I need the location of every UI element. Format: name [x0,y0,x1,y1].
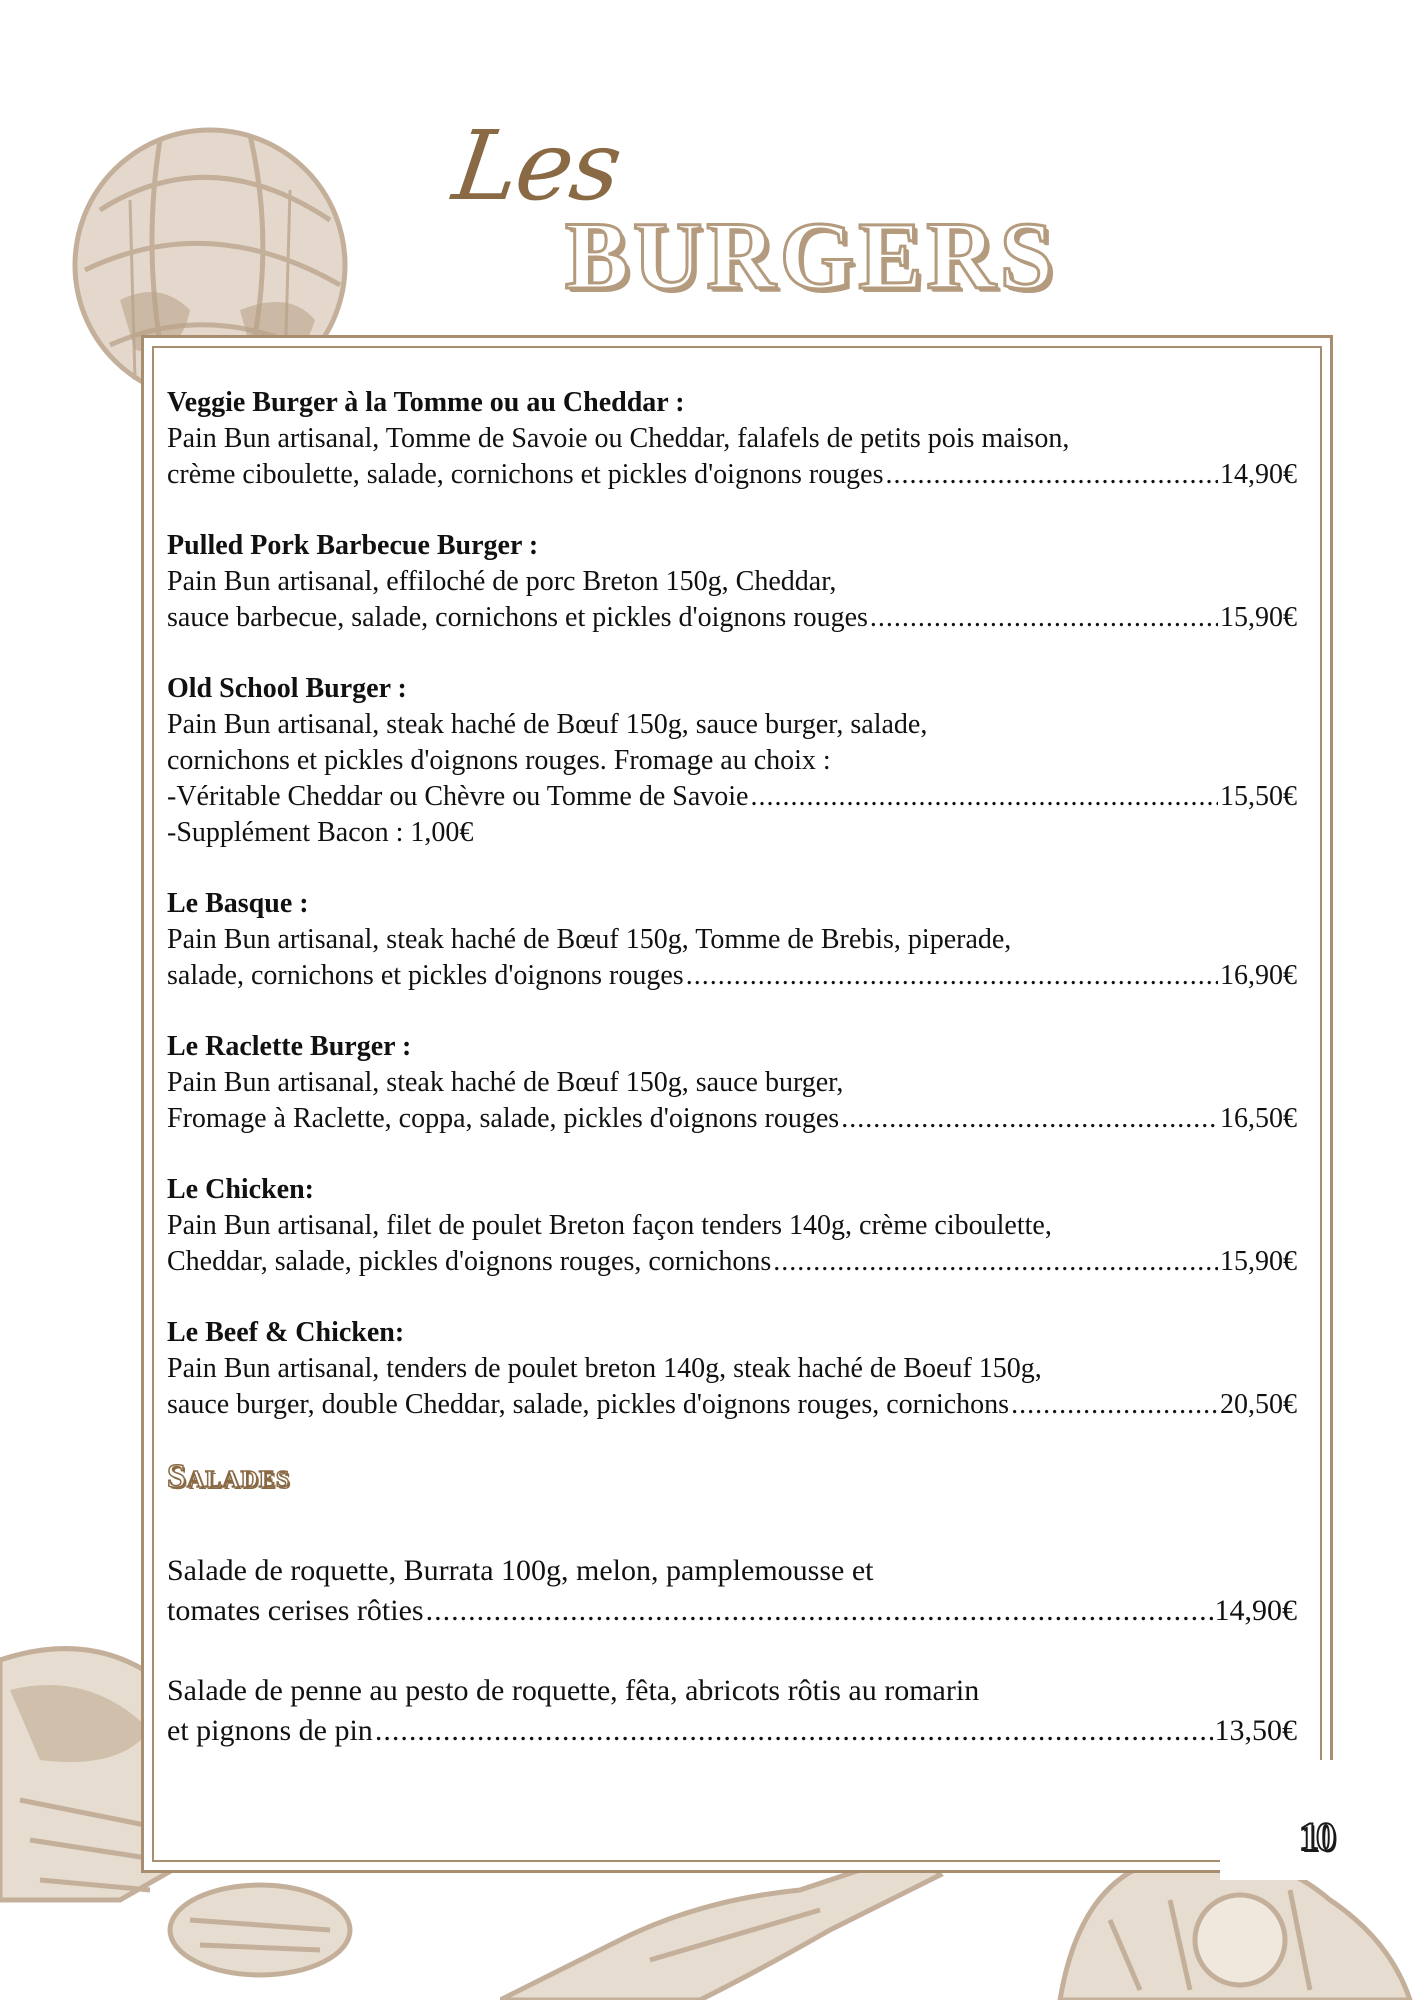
menu-item-salade-penne [167,1671,1297,1751]
item-price: 16,90€ [1220,960,1297,991]
item-name: Old School Burger : [167,673,407,704]
item-description: Pain Bun artisanal, effiloché de porc Breton 150g, Cheddar, [167,566,837,597]
item-description: Pain Bun artisanal, tenders de poulet breton 140g, steak haché de Boeuf 150g, [167,1353,1042,1384]
item-price: 14,90€ [1220,459,1297,490]
item-description: et pignons de pin [167,1714,373,1747]
menu-item-old-school [167,671,1297,851]
dot-leader [773,1244,1218,1280]
item-price-line [167,457,1297,493]
item-description: Salade de penne au pesto de roquette, fêta, abricots rôtis au romarin [167,1674,980,1707]
item-price-line [167,600,1297,636]
item-name: Le Chicken: [167,1174,314,1205]
item-description: Cheddar, salade, pickles d'oignons rouges, cornichons [167,1246,772,1277]
item-name: Le Beef & Chicken: [167,1317,405,1348]
item-price: 14,90€ [1214,1594,1297,1627]
item-description: salade, cornichons et pickles d'oignons rouges [167,960,684,991]
item-price-line [167,958,1297,994]
item-price-line [167,779,1297,815]
item-description: Pain Bun artisanal, Tomme de Savoie ou Cheddar, falafels de petits pois maison, [167,423,1070,454]
menu-item-le-chicken [167,1172,1297,1280]
item-price-line [167,1101,1297,1137]
item-description: cornichons et pickles d'oignons rouges. Fromage au choix : [167,745,831,776]
page-heading [447,110,1355,309]
item-description: Salade de roquette, Burrata 100g, melon, pamplemousse et [167,1554,874,1587]
item-supplement: -Supplément Bacon : 1,00€ [167,817,474,848]
item-name: Le Raclette Burger : [167,1031,412,1062]
menu-item-salade-burrata [167,1551,1297,1631]
item-name: Veggie Burger à la Tomme ou au Cheddar : [167,387,685,418]
item-price-line [167,1711,1297,1751]
item-description: crème ciboulette, salade, cornichons et pickles d'oignons rouges [167,459,884,490]
item-price: 15,50€ [1220,781,1297,812]
item-description: -Véritable Cheddar ou Chèvre ou Tomme de Savoie [167,781,749,812]
item-price: 16,50€ [1220,1103,1297,1134]
item-price: 15,90€ [1220,602,1297,633]
item-name: Le Basque : [167,888,309,919]
dot-leader [686,958,1218,994]
item-description: Fromage à Raclette, coppa, salade, pickles d'oignons rouges [167,1103,840,1134]
item-price: 15,90€ [1220,1246,1297,1277]
dot-leader [750,779,1218,815]
item-description: Pain Bun artisanal, steak haché de Bœuf 150g, sauce burger, [167,1067,844,1098]
dot-leader [886,457,1219,493]
menu-content [167,385,1297,1786]
item-price: 13,50€ [1214,1714,1297,1747]
menu-item-pulled-pork [167,528,1297,636]
item-description: Pain Bun artisanal, steak haché de Bœuf 150g, sauce burger, salade, [167,709,928,740]
dot-leader [1011,1387,1218,1423]
menu-item-beef-and-chicken [167,1315,1297,1423]
dot-leader [426,1591,1213,1631]
item-price: 20,50€ [1220,1389,1297,1420]
item-description: Pain Bun artisanal, steak haché de Bœuf 150g, Tomme de Brebis, piperade, [167,924,1012,955]
item-price-line [167,1591,1297,1631]
item-description: Pain Bun artisanal, filet de poulet Breton façon tenders 140g, crème ciboulette, [167,1210,1052,1241]
heading-script: Les [447,110,627,222]
menu-item-veggie-burger [167,385,1297,493]
salades-section-title: Salades [167,1458,291,1495]
menu-item-raclette-burger [167,1029,1297,1137]
item-price-line [167,1387,1297,1423]
item-name: Pulled Pork Barbecue Burger : [167,530,539,561]
dot-leader [375,1711,1213,1751]
dot-leader [841,1101,1218,1137]
dot-leader [870,600,1218,636]
item-description: sauce barbecue, salade, cornichons et pickles d'oignons rouges [167,602,868,633]
menu-item-le-basque [167,886,1297,994]
heading-title: BURGERS [565,202,1058,309]
item-price-line [167,1244,1297,1280]
page-number: 10 [1299,1814,1333,1859]
item-description: tomates cerises rôties [167,1594,424,1627]
item-description: sauce burger, double Cheddar, salade, pickles d'oignons rouges, cornichons [167,1389,1010,1420]
